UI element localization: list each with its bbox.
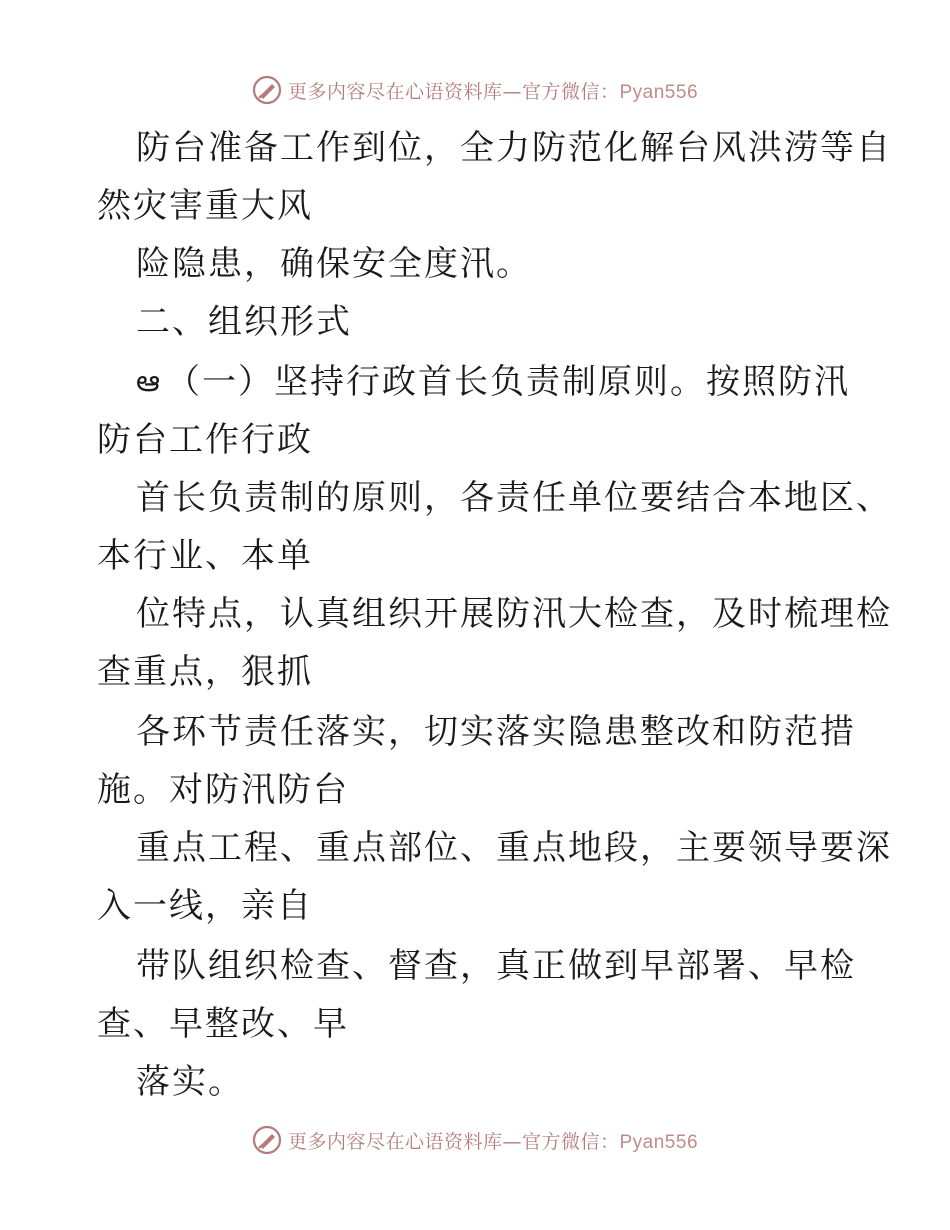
text-line: 首长负责制的原则，各责任单位要结合本地区、 — [136, 478, 892, 518]
footer-watermark — [0, 1120, 950, 1160]
text-line: 各环节责任落实，切实落实隐患整改和防范措 — [136, 712, 856, 752]
text-line: 险隐患，确保安全度汛。 — [136, 244, 532, 284]
text-line: 然灾害重大风 — [97, 186, 313, 226]
quill-seal-icon — [252, 75, 282, 105]
text-line: 落实。 — [136, 1062, 244, 1102]
text-line — [136, 362, 850, 402]
text-line: 位特点，认真组织开展防汛大检查，及时梳理检 — [136, 594, 892, 634]
watermark-account: Pyan556 — [619, 81, 699, 103]
text-line: 本行业、本单 — [97, 536, 313, 576]
watermark-text: 更多内容尽在心语资料库—官方微信：Pyan556 — [287, 80, 699, 103]
text-line: 防台准备工作到位，全力防范化解台风洪涝等自 — [136, 128, 892, 168]
text-line: 施。对防汛防台 — [97, 770, 349, 810]
watermark-text: 更多内容尽在心语资料库—官方微信：Pyan556 — [287, 1130, 699, 1153]
watermark-account: Pyan556 — [619, 1131, 699, 1153]
text-line: 查重点，狠抓 — [97, 652, 313, 692]
quill-seal-icon — [252, 1125, 282, 1155]
text-line: 带队组织检查、督查，真正做到早部署、早检 — [136, 946, 856, 986]
text-line-content: （一）坚持行政首长负责制原则。按照防汛 — [165, 362, 850, 402]
header-watermark — [0, 70, 950, 110]
text-line: 防台工作行政 — [97, 420, 313, 460]
text-line: 查、早整改、早 — [97, 1004, 349, 1044]
text-line: 入一线，亲自 — [97, 886, 313, 926]
ornament-bullet-icon: ఆ — [136, 364, 162, 399]
section-heading: 二、组织形式 — [136, 302, 352, 342]
text-line: 重点工程、重点部位、重点地段，主要领导要深 — [136, 828, 892, 868]
